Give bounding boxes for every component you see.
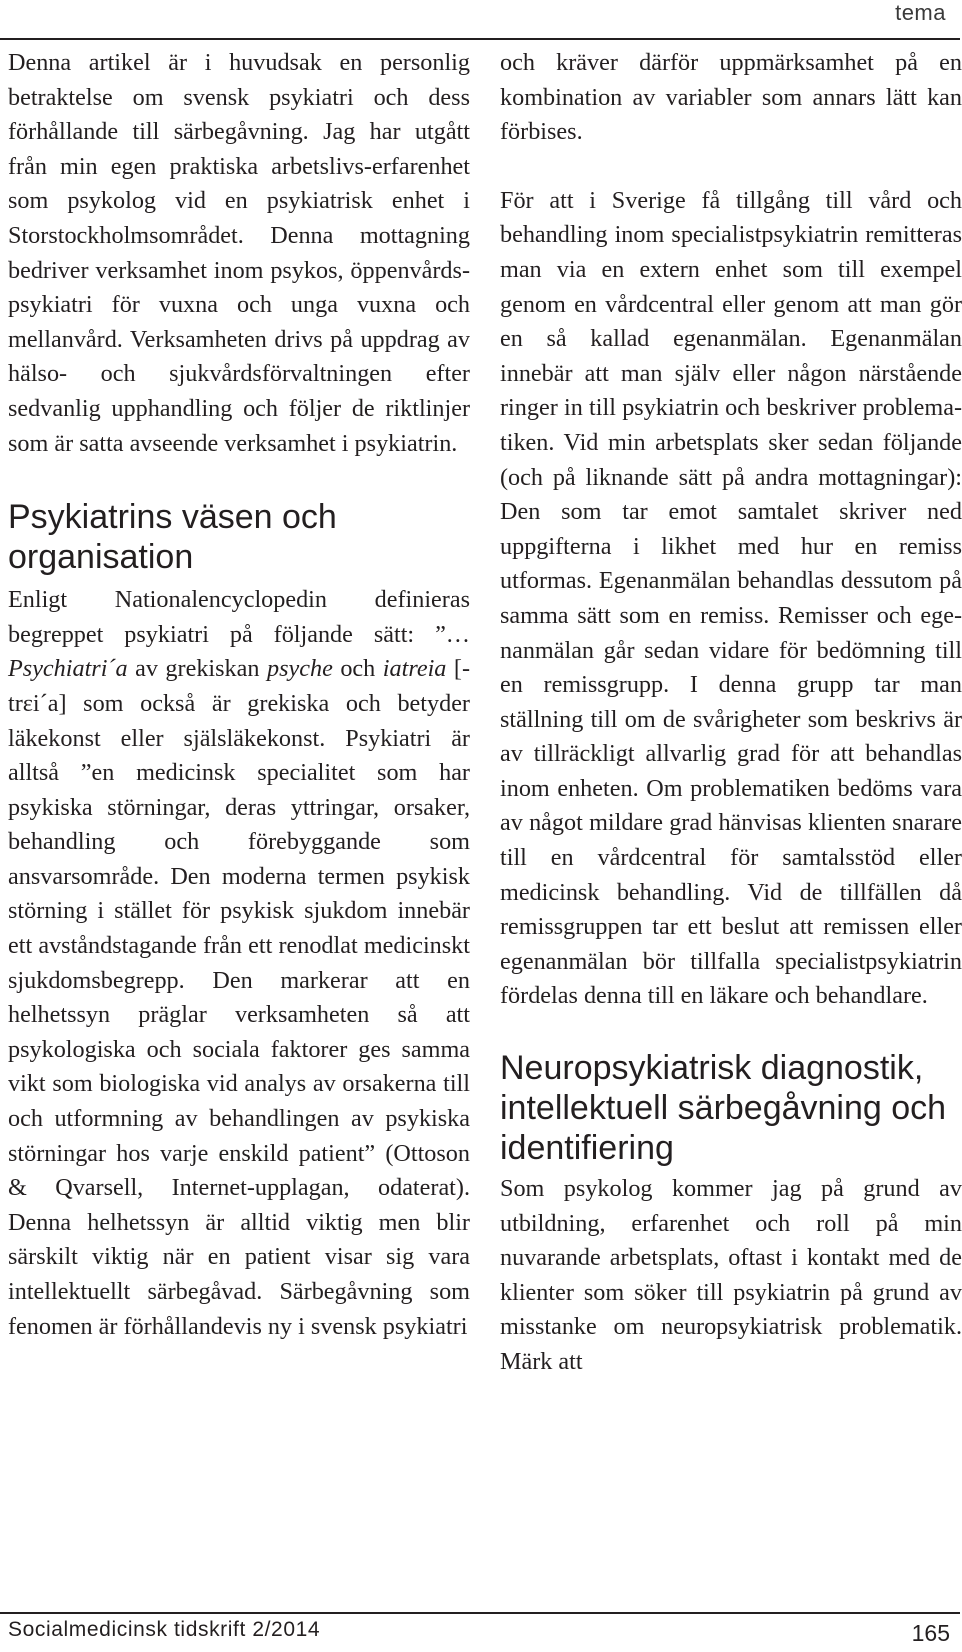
definition-intro: Enligt Nationalencyclopedin definieras begreppet psykiatri på följande sätt: ”… — [8, 586, 470, 648]
header-rule — [0, 38, 960, 40]
psychologist-paragraph: Som psykolog kommer jag på grund av utbildning, erfarenhet och roll på min nuvarande arbetsplats, oftast i kontakt med de klienter som söker till psykiatrin på grund av misstanke om neuropsykiatrisk problematik. Märk att — [500, 1175, 962, 1375]
section-heading-psykiatrins: Psykiatrins väsen och organisation — [8, 498, 337, 577]
definition-greek-pre: av grekiskan — [135, 655, 260, 683]
referral-paragraph: För att i Sverige få tillgång till vård och behandling inom specialistpsykiatrin remitteras man via en extern enhet som till exempel genom en vårdcentral eller genom att man gör en så kallad egenanmälan. Egenanmälan innebär att man själv eller någon närstående ringer in till psykiatrin och beskriver problematiken. Vid min arbetsplats sker sedan följande (och på liknande sätt på andra mottagningar): Den som tar emot samtalet skriver ned uppgifterna i likhet med hur en remiss utformas. Egenanmälan behandlas dessutom på samma sätt som en remiss. Remisser och egenanmälan går sedan vidare för bedömning till en remissgrupp. I denna grupp tar man ställning till om de svårigheter som beskrivs är av tillräckligt allvarlig grad för att behandlas inom enheten. Om problematiken bedöms vara av något mildare grad hänvisas klienten snarare till en vårdcentral för samtalsstöd eller medicinsk behandling. Vid de tillfällen då remissgruppen tar ett beslut att remissen eller egenanmälan bör tillfalla specialistpsykiatrin fördelas denna till en läkare och behandlare. — [500, 186, 962, 1010]
definition-paragraph — [8, 583, 470, 1344]
footer-rule — [0, 1612, 960, 1614]
right-column — [500, 46, 962, 1380]
definition-and: och — [340, 655, 376, 683]
journal-name: Socialmedicinsk tidskrift 2/2014 — [8, 1618, 321, 1641]
intro-paragraph: Denna artikel är i huvudsak en personlig betraktelse om svensk psykiatri och dess förhållande till särbegåvning. Jag har utgått från min egen praktiska arbetslivs-erfarenhet som psykolog vid en psykiatrisk enhet i Storstockholmsområdet. Denna mottagning bedriver verksamhet inom psykos, öppenvårdspsykiatri för vuxna och unga vuxna och mellanvård. Verksamheten drivs på uppdrag av hälso- och sjukvårdsförvaltningen efter sedvanlig upphandling och följer de riktlinjer som är satta avseende verksamhet i psykiatrin. — [8, 49, 470, 457]
page-number: 165 — [911, 1620, 950, 1646]
left-column — [8, 46, 470, 1344]
definition-term: Psychiatri´a — [8, 655, 128, 683]
definition-psyche: psyche — [267, 655, 333, 683]
section-heading-neuropsykiatrisk: Neuropsykiatrisk diagnostik, intellektuell särbegåvning och identifiering — [500, 1049, 947, 1168]
section-label: tema — [895, 0, 946, 25]
definition-rest: [-trɛi´a] som också är grekiska och betyder läkekonst eller själsläkekonst. Psykiatri är alltså ”en medicinsk specialitet som har psykiska störningar, deras yttringar, orsaker, behandling och förebyggande som ansvarsområde. Den moderna termen psykisk störning i stället för psykisk sjukdom innebär ett avståndstagande från ett renodlat medicinskt sjukdomsbegrepp. Den markerar att en helhetssyn präglar verksamheten så att psykologiska och sociala faktorer ges samma vikt som biologiska vid analys av orsakerna till och utformning av behandlingen av psykiska störningar hos varje enskild patient” (Ottoson & Qvarsell, Internet-upplagan, odaterat). Denna helhetssyn är alltid viktig men blir särskilt viktig när en patient visar sig vara intellektuellt särbegåvad. Särbegåvning som fenomen är förhållandevis ny i svensk psykiatri — [8, 655, 471, 1340]
continuation-paragraph: och kräver därför uppmärksamhet på en kombination av variabler som annars lätt kan förbises. — [500, 49, 962, 146]
definition-iatreia: iatreia — [382, 655, 447, 683]
